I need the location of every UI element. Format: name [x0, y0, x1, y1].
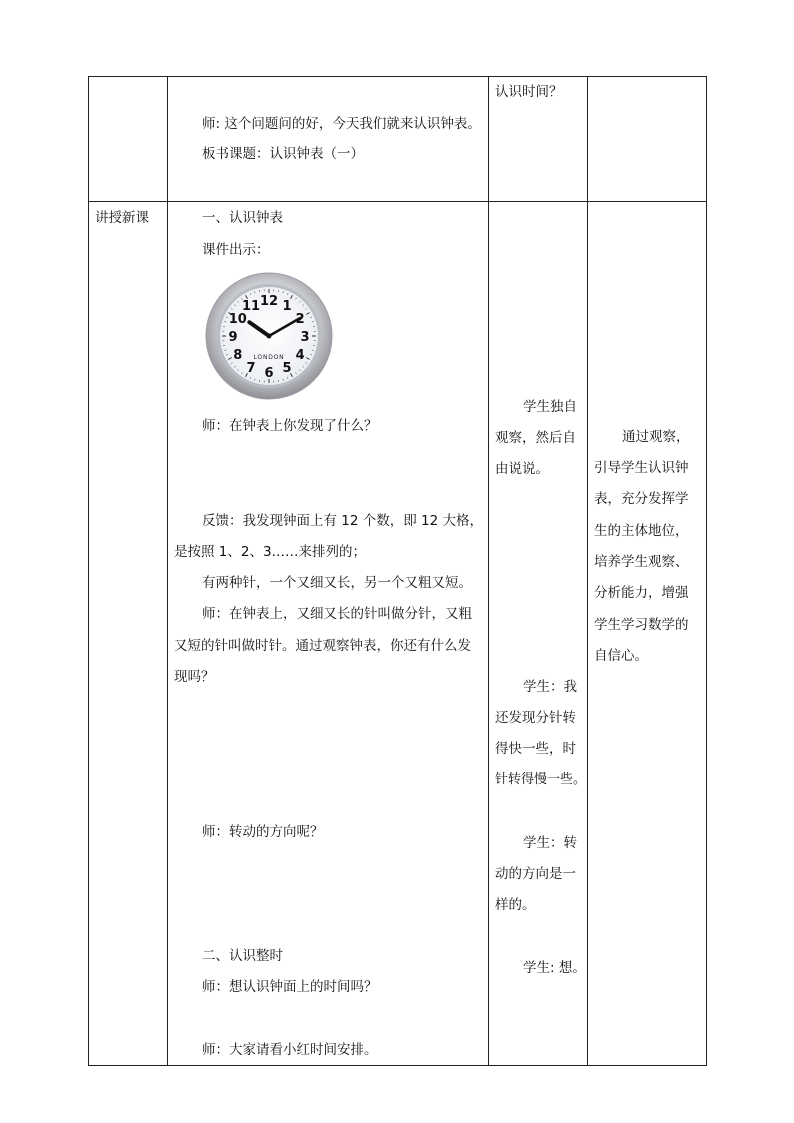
- table-right-border: [706, 76, 707, 1066]
- student-answer-3-line-3: 样的。: [495, 897, 536, 913]
- clock-numeral: 1: [282, 298, 292, 314]
- column-divider-2: [488, 76, 489, 1066]
- clock-image: [203, 268, 339, 402]
- teacher-question-3: 师：转动的方向呢？: [202, 824, 324, 840]
- purpose-line-6: 分析能力，增强: [594, 585, 689, 601]
- table-bottom-border: [88, 1065, 707, 1066]
- teacher-line-row1: 师: 这个问题问的好，今天我们就来认识钟表。: [202, 116, 481, 132]
- courseware-label: 课件出示：: [202, 242, 270, 258]
- purpose-line-5: 培养学生观察、: [594, 554, 689, 570]
- clock-numeral: 8: [233, 348, 243, 363]
- purpose-line-4: 生的主体地位，: [594, 523, 689, 539]
- purpose-line-8: 自信心。: [594, 648, 648, 664]
- table-top-border: [88, 76, 707, 77]
- clock-numeral: 2: [295, 312, 305, 327]
- student-answer-3-line-2: 动的方向是一: [495, 866, 576, 882]
- feedback-line-2: 是按照 1、2、3……来排列的；: [174, 544, 367, 560]
- student-text-row1: 认识时间？: [495, 84, 563, 100]
- board-title: 板书课题：认识钟表（一）: [202, 146, 364, 162]
- row-divider: [88, 201, 707, 202]
- feedback-line-1: 反馈：我发现钟面上有 12 个数，即 12 大格，: [202, 513, 484, 529]
- teacher-question-2-line-3: 现吗？: [174, 669, 215, 685]
- heading-2: 二、认识整时: [202, 948, 283, 964]
- student-answer-4: 学生: 想。: [523, 960, 586, 976]
- clock-brand: LONDON: [253, 354, 285, 361]
- table-left-border: [88, 76, 89, 1066]
- student-answer-1-line-1: 学生独自: [523, 399, 577, 415]
- student-answer-2-line-3: 得快一些，时: [495, 741, 576, 757]
- student-answer-3-line-1: 学生：转: [523, 835, 577, 851]
- student-answer-1-line-2: 观察，然后自: [495, 430, 576, 446]
- purpose-line-3: 表，充分发挥学: [594, 491, 689, 507]
- student-answer-2-line-1: 学生：我: [523, 679, 577, 695]
- teacher-question-2-line-2: 又短的针叫做时针。通过观察钟表，你还有什么发: [174, 638, 471, 654]
- column-divider-1: [167, 76, 168, 1066]
- student-answer-1-line-3: 由说说。: [495, 461, 549, 477]
- teacher-question-2-line-1: 师：在钟表上，又细又长的针叫做分针，又粗: [202, 606, 472, 622]
- teacher-question-1: 师：在钟表上你发现了什么？: [202, 418, 378, 434]
- purpose-line-7: 学生学习数学的: [594, 617, 689, 633]
- teacher-question-5: 师：大家请看小红时间安排。: [202, 1042, 378, 1058]
- student-answer-2-line-2: 还发现分针转: [495, 710, 576, 726]
- clock-center-pin: [267, 334, 272, 339]
- clock-numeral: 7: [246, 361, 256, 377]
- heading-1: 一、认识钟表: [202, 210, 283, 226]
- clock-numeral: 6: [264, 366, 274, 381]
- clock-numeral: 4: [295, 348, 305, 363]
- clock-numeral: 10: [228, 312, 247, 327]
- clock-numeral: 9: [228, 330, 238, 345]
- purpose-line-1: 通过观察，: [622, 429, 690, 445]
- feedback-line-3: 有两种针，一个又细又长，另一个又粗又短。: [202, 575, 472, 591]
- clock-numeral: 5: [282, 361, 292, 377]
- section-label: 讲授新课: [95, 210, 149, 226]
- clock-numeral: 12: [259, 294, 279, 309]
- teacher-question-4: 师：想认识钟面上的时间吗？: [202, 979, 378, 995]
- clock-svg: [203, 268, 339, 402]
- purpose-line-2: 引导学生认识钟: [594, 460, 689, 476]
- clock-numeral: 3: [300, 330, 310, 345]
- column-divider-3: [587, 76, 588, 1066]
- student-answer-2-line-4: 针转得慢一些。: [495, 772, 587, 787]
- clock-numeral: 11: [241, 298, 261, 314]
